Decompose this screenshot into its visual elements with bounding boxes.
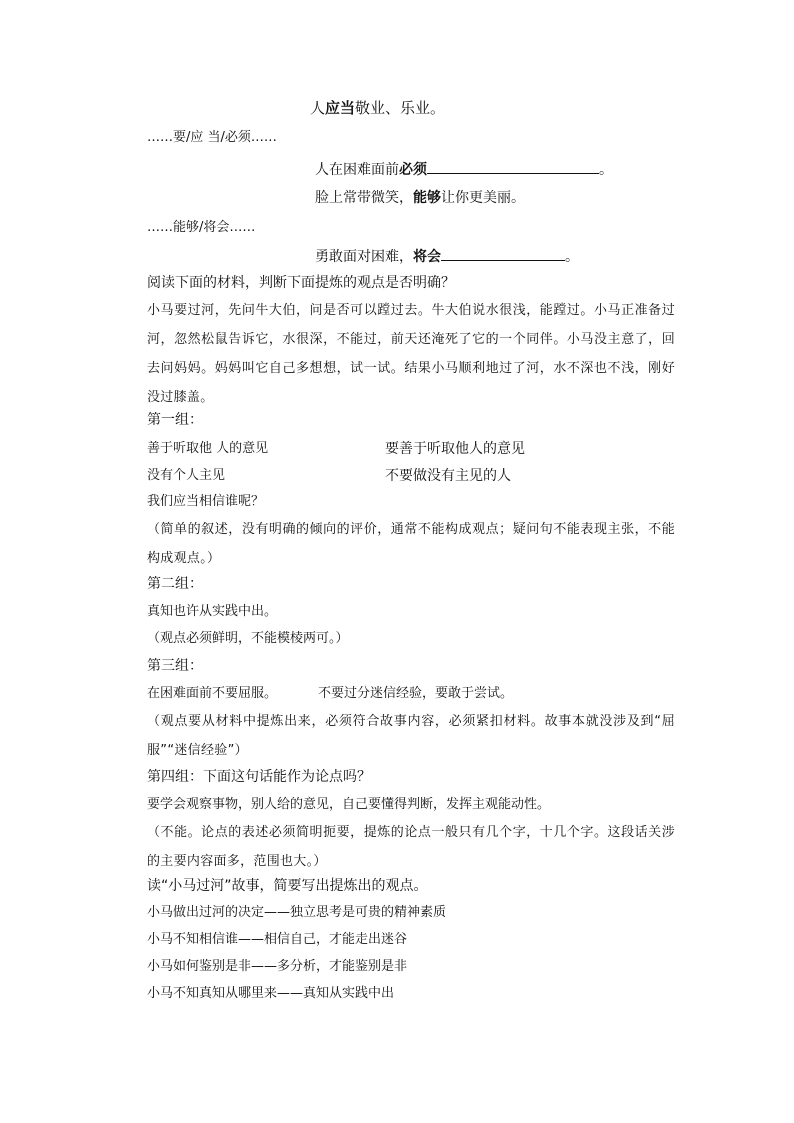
- fill-blank[interactable]: [427, 158, 599, 174]
- group-1-note: （简单的叙述，没有明确的倾向的评价，通常不能构成观点；疑问句不能表现主张，不能构成观点。）: [147, 522, 675, 566]
- bold-keyword: 必须: [399, 162, 427, 178]
- group-1-option-a2: 没有个人主见: [147, 468, 226, 483]
- bold-keyword: 能够: [413, 190, 441, 206]
- group-1-option-a1: 善于听取他 人的意见: [147, 441, 269, 456]
- group-3-heading: 第三组：: [147, 658, 203, 674]
- text: 勇敢面对困难，: [315, 249, 413, 265]
- text: 敬业、乐业。: [355, 99, 446, 117]
- line-can-pattern: ……能够/将会……: [147, 220, 256, 235]
- group-3-option-b: 不要过分迷信经验，要敢于尝试。: [318, 686, 514, 701]
- reading-task: 读“小马过河”故事，简要写出提炼出的观点。: [147, 878, 428, 894]
- group-2-heading: 第二组：: [147, 576, 203, 592]
- question-heading: 阅读下面的材料，判断下面提炼的观点是否明确？: [147, 275, 455, 291]
- group-3-note: （观点要从材料中提炼出来，必须符合故事内容，必须紧扣材料。故事本就没涉及到“屈服”“迷信经验”）: [147, 714, 675, 758]
- text: 人: [310, 99, 326, 117]
- bold-keyword: 应当: [325, 99, 356, 117]
- group-2-note: （观点必须鲜明，不能模棱两可。）: [147, 631, 349, 646]
- text: 让你更美丽。: [441, 190, 525, 206]
- line-must: [315, 158, 613, 180]
- group-1-heading: 第一组：: [147, 412, 203, 428]
- group-1-option-b2: 不要做没有主见的人: [385, 468, 511, 484]
- viewpoint-4: 小马不知真知从哪里来——真知从实践中出: [147, 986, 395, 1001]
- group-4-note: （不能。论点的表述必须简明扼要，提炼的论点一般只有几个字，十几个字。这段话关涉的主要内容面多，范围也大。）: [147, 825, 675, 869]
- group-4-heading: 第四组：下面这句话能作为论点吗？: [147, 769, 371, 785]
- text: 。: [599, 162, 613, 178]
- group-3-option-a: 在困难面前不要屈服。: [147, 686, 278, 701]
- bold-keyword: 将会: [413, 249, 441, 265]
- line-will: [315, 245, 579, 267]
- text: 。: [565, 249, 579, 265]
- line-should: [310, 98, 445, 120]
- story-paragraph: 小马要过河，先问牛大伯，问是否可以蹚过去。牛大伯说水很浅，能蹚过。小马正准备过河，忽然松鼠告诉它，水很深，不能过，前天还淹死了它的一个同伴。小马没主意了，回去问妈妈。妈妈叫它自己多想想，试一试。结果小马顺利地过了河，水不深也不浅，刚好没过膝盖。: [147, 303, 675, 405]
- group-1-question: 我们应当相信谁呢？: [147, 494, 265, 509]
- viewpoint-3: 小马如何鉴别是非——多分析，才能鉴别是非: [147, 959, 408, 974]
- line-can: [315, 188, 525, 210]
- viewpoint-2: 小马不知相信谁——相信自己，才能走出迷谷: [147, 932, 408, 947]
- group-2-option: 真知也许从实践中出。: [147, 604, 278, 619]
- line-should-pattern: ……要/应 当/必须……: [147, 130, 277, 145]
- text: 脸上常带微笑，: [315, 190, 413, 206]
- viewpoint-1: 小马做出过河的决定——独立思考是可贵的精神素质: [147, 905, 447, 920]
- group-1-option-b1: 要善于听取他人的意见: [385, 441, 525, 457]
- text: 人在困难面前: [315, 162, 399, 178]
- fill-blank[interactable]: [441, 245, 565, 261]
- group-4-sentence: 要学会观察事物，别人给的意见，自己要懂得判断，发挥主观能动性。: [147, 797, 551, 812]
